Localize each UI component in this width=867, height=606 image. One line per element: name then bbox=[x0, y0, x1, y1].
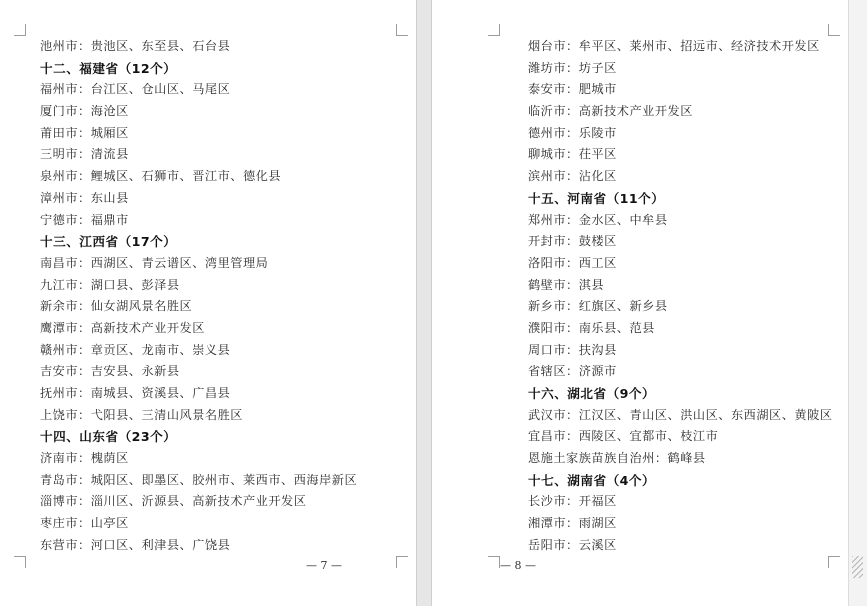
list-item: 临沂市：高新技术产业开发区 bbox=[528, 104, 693, 119]
margin-corner-top-right bbox=[396, 24, 408, 36]
margin-corner-bottom-right bbox=[396, 556, 408, 568]
page-gutter bbox=[416, 0, 432, 606]
list-item: 武汉市：江汉区、青山区、洪山区、东西湖区、黄陂区 bbox=[528, 407, 833, 422]
list-item: 濮阳市：南乐县、范县 bbox=[528, 320, 655, 335]
margin-corner-bottom-right bbox=[828, 556, 840, 568]
list-item: 省辖区：济源市 bbox=[528, 364, 617, 379]
list-item: 南昌市：西湖区、青云谱区、湾里管理局 bbox=[40, 255, 269, 270]
list-item: 抚州市：南城县、资溪县、广昌县 bbox=[40, 386, 231, 400]
margin-corner-bottom-left bbox=[14, 556, 26, 568]
list-item: 新余市：仙女湖风景名胜区 bbox=[40, 299, 193, 314]
list-item: 恩施土家族苗族自治州：鹤峰县 bbox=[528, 451, 706, 466]
document-page-left bbox=[0, 0, 416, 606]
list-item: 潍坊市：坊子区 bbox=[528, 60, 617, 75]
list-item: 淄博市：淄川区、沂源县、高新技术产业开发区 bbox=[40, 494, 307, 509]
page-number: — 8 — bbox=[500, 559, 536, 572]
list-item: 济南市：槐荫区 bbox=[40, 451, 129, 466]
resize-grip-icon[interactable] bbox=[852, 556, 863, 578]
list-item: 鹤壁市：淇县 bbox=[528, 277, 605, 292]
list-item: 洛阳市：西工区 bbox=[528, 255, 617, 270]
list-item: 滨州市：沾化区 bbox=[528, 169, 617, 184]
list-item: 烟台市：牟平区、莱州市、招远市、经济技术开发区 bbox=[528, 39, 820, 53]
list-item: 枣庄市：山亭区 bbox=[40, 516, 129, 531]
list-item: 上饶市：弋阳县、三清山风景名胜区 bbox=[40, 407, 243, 422]
list-item: 宁德市：福鼎市 bbox=[40, 212, 129, 227]
document-page-right bbox=[432, 0, 848, 606]
list-item: 厦门市：海沧区 bbox=[40, 104, 129, 119]
list-item: 青岛市：城阳区、即墨区、胶州市、莱西市、西海岸新区 bbox=[40, 472, 358, 487]
section-heading: 十六、湖北省（9个） bbox=[528, 386, 656, 401]
margin-corner-top-right bbox=[828, 24, 840, 36]
section-heading: 十四、山东省（23个） bbox=[40, 429, 177, 445]
section-heading: 十七、湖南省（4个） bbox=[528, 472, 656, 488]
text-lines bbox=[40, 36, 357, 557]
list-item: 岳阳市：云溪区 bbox=[528, 537, 617, 552]
list-item: 鹰潭市：高新技术产业开发区 bbox=[40, 320, 205, 335]
list-item: 新乡市：红旗区、新乡县 bbox=[528, 299, 668, 314]
list-item: 赣州市：章贡区、龙南市、崇义县 bbox=[40, 342, 231, 357]
text-lines bbox=[528, 36, 833, 557]
list-item: 吉安市：吉安县、永新县 bbox=[40, 364, 180, 379]
list-item: 宜昌市：西陵区、宜都市、枝江市 bbox=[528, 429, 719, 444]
list-item: 池州市：贵池区、东至县、石台县 bbox=[40, 39, 231, 53]
list-item: 九江市：湖口县、彭泽县 bbox=[40, 277, 180, 292]
list-item: 泰安市：肥城市 bbox=[528, 82, 617, 97]
list-item: 德州市：乐陵市 bbox=[528, 125, 617, 140]
list-item: 莆田市：城厢区 bbox=[40, 125, 129, 140]
page-number: — 7 — bbox=[306, 559, 342, 572]
list-item: 开封市：鼓楼区 bbox=[528, 234, 617, 249]
list-item: 聊城市：茌平区 bbox=[528, 147, 617, 162]
list-item: 湘潭市：雨湖区 bbox=[528, 516, 617, 531]
section-heading: 十三、江西省（17个） bbox=[40, 234, 177, 250]
list-item: 周口市：扶沟县 bbox=[528, 342, 617, 357]
list-item: 东营市：河口区、利津县、广饶县 bbox=[40, 537, 231, 552]
list-item: 郑州市：金水区、中牟县 bbox=[528, 212, 668, 227]
list-item: 漳州市：东山县 bbox=[40, 190, 129, 205]
section-heading: 十二、福建省（12个） bbox=[40, 60, 177, 76]
vertical-scrollbar[interactable] bbox=[848, 0, 867, 606]
margin-corner-bottom-left bbox=[488, 556, 500, 568]
list-item: 福州市：台江区、仓山区、马尾区 bbox=[40, 82, 231, 97]
margin-corner-top-left bbox=[14, 24, 26, 36]
list-item: 三明市：清流县 bbox=[40, 147, 129, 162]
margin-corner-top-left bbox=[488, 24, 500, 36]
list-item: 泉州市：鲤城区、石狮市、晋江市、德化县 bbox=[40, 169, 282, 184]
section-heading: 十五、河南省（11个） bbox=[528, 190, 665, 206]
list-item: 长沙市：开福区 bbox=[528, 494, 617, 509]
